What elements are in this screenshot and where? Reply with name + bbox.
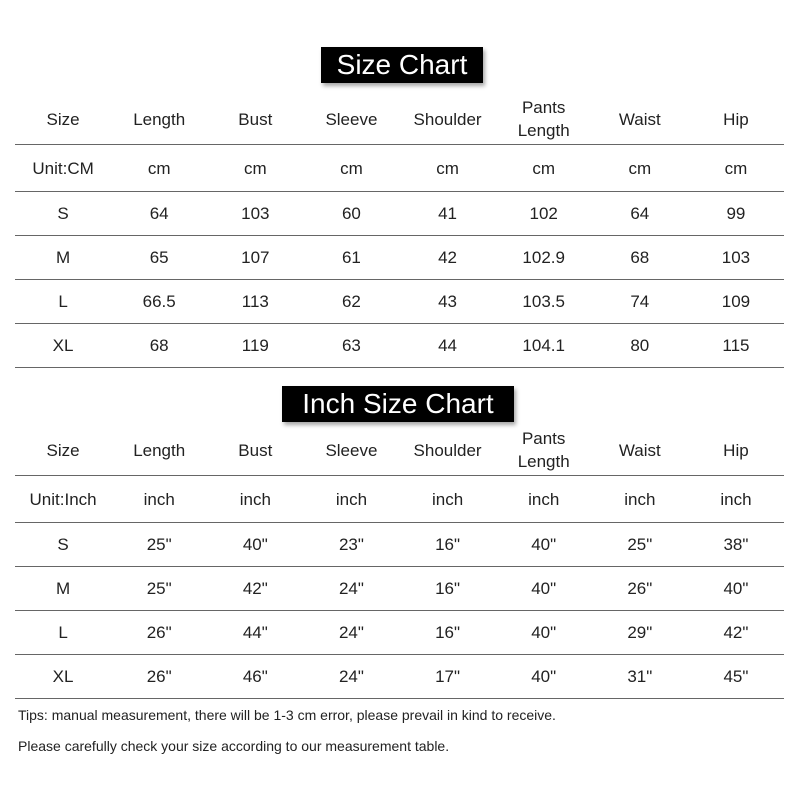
- table-cell: cm: [147, 158, 171, 178]
- table-cell: 16": [435, 535, 461, 554]
- table-cell: Unit:Inch: [29, 489, 97, 509]
- table-cell: Waist: [618, 109, 661, 129]
- table-row: [15, 236, 784, 280]
- table-cell: 24": [338, 579, 364, 598]
- table-cell: 62: [341, 292, 361, 311]
- table-cell: Waist: [618, 440, 661, 460]
- table-cell: 25": [146, 579, 172, 598]
- table-cell: 119: [241, 336, 269, 355]
- table-cell: 42": [723, 623, 749, 642]
- table-cell: 26": [146, 623, 172, 642]
- table-cell: 107: [241, 248, 270, 267]
- table-cell: 74: [630, 292, 650, 311]
- table-cell: 24": [338, 667, 364, 686]
- table-cell: Unit:CM: [32, 158, 94, 178]
- table-cell: 109: [721, 292, 751, 311]
- table-cell: 61: [341, 248, 361, 267]
- table-cell: inch: [624, 489, 656, 509]
- table-header-row: [15, 94, 784, 145]
- table-cell: 64: [149, 204, 169, 223]
- size-chart-inch-table: [15, 425, 784, 699]
- table-cell: 63: [341, 336, 361, 355]
- table-cell: Bust: [238, 440, 273, 460]
- table-cell: S: [57, 535, 69, 554]
- table-row: [15, 280, 784, 324]
- table-cell: 31": [627, 667, 653, 686]
- table-cell: 103.5: [522, 292, 565, 311]
- table-cell: Hip: [723, 440, 749, 460]
- table-cell: 64: [630, 204, 650, 223]
- table-cell: 40": [531, 535, 557, 554]
- table-cell: Bust: [238, 109, 273, 129]
- table-cell: 40": [531, 579, 557, 598]
- table-cell: Hip: [723, 109, 749, 129]
- table-cell: 16": [435, 579, 461, 598]
- table-cell: 25": [627, 535, 653, 554]
- table-cell: cm: [724, 158, 748, 178]
- table-cell: Sleeve: [325, 440, 378, 460]
- table-row: [15, 611, 784, 655]
- table-cell: 104.1: [522, 336, 565, 355]
- table-cell: 29": [627, 623, 653, 642]
- table-cell: cm: [340, 158, 363, 178]
- table-cell: 24": [338, 623, 364, 642]
- tip-check-size: Please carefully check your size according to our measurement table.: [18, 738, 450, 754]
- table-cell: Length: [133, 440, 186, 460]
- table-cell: 66.5: [142, 292, 176, 311]
- table-cell: 40": [531, 667, 557, 686]
- table-cell: 23": [338, 535, 364, 554]
- table-cell: 38": [723, 535, 749, 554]
- table-row: [15, 655, 784, 699]
- table-cell: Pants Length: [517, 98, 570, 140]
- table-cell: 40": [723, 579, 749, 598]
- table-cell: 60: [341, 204, 361, 223]
- table-cell: 103: [721, 248, 751, 267]
- table-cell: 16": [435, 623, 461, 642]
- table-cell: cm: [628, 158, 652, 178]
- table-cell: 26": [146, 667, 172, 686]
- table-cell: Length: [133, 109, 186, 129]
- table-row: [15, 324, 784, 368]
- table-cell: 42": [242, 579, 268, 598]
- table-cell: cm: [436, 158, 459, 178]
- table-cell: inch: [528, 489, 560, 509]
- table-cell: 115: [722, 336, 750, 355]
- table-cell: 26": [627, 579, 653, 598]
- table-cell: Sleeve: [325, 109, 378, 129]
- table-cell: 80: [630, 336, 650, 355]
- table-cell: 25": [146, 535, 172, 554]
- table-cell: 65: [149, 248, 169, 267]
- table-row: [15, 567, 784, 611]
- table-cell: 40": [531, 623, 557, 642]
- table-cell: Size: [46, 109, 80, 129]
- table-cell: inch: [239, 489, 271, 509]
- table-cell: Shoulder: [413, 109, 482, 129]
- table-row: [15, 192, 784, 236]
- size-chart-cm-table: [15, 94, 784, 368]
- table-cell: inch: [720, 489, 752, 509]
- table-cell: 99: [726, 204, 746, 223]
- table-cell: 46": [242, 667, 268, 686]
- table-cell: Pants Length: [517, 429, 570, 471]
- table-cell: 103: [241, 204, 270, 223]
- table-cell: 68: [149, 336, 169, 355]
- table-cell: 102: [529, 204, 558, 223]
- table-cell: M: [55, 579, 71, 598]
- table-cell: 102.9: [522, 248, 565, 267]
- table-cell: L: [58, 292, 68, 311]
- table-cell: cm: [243, 158, 267, 178]
- size-chart-title: Size Chart: [321, 47, 483, 83]
- table-cell: 41: [438, 204, 458, 223]
- table-cell: L: [58, 623, 68, 642]
- table-cell: 113: [241, 292, 269, 311]
- table-cell: cm: [532, 158, 556, 178]
- table-cell: XL: [52, 336, 74, 355]
- table-unit-row: [15, 476, 784, 523]
- table-cell: inch: [335, 489, 368, 509]
- table-cell: Size: [46, 440, 80, 460]
- table-unit-row: [15, 145, 784, 192]
- table-cell: S: [57, 204, 69, 223]
- table-cell: 40": [242, 535, 268, 554]
- table-header-row: [15, 425, 784, 476]
- table-cell: 45": [723, 667, 749, 686]
- table-row: [15, 523, 784, 567]
- inch-size-chart-title: Inch Size Chart: [282, 386, 514, 422]
- table-cell: inch: [431, 489, 464, 509]
- table-cell: 17": [435, 667, 461, 686]
- table-cell: Shoulder: [413, 440, 482, 460]
- table-cell: 44: [438, 336, 458, 355]
- table-cell: 43: [438, 292, 458, 311]
- table-cell: M: [55, 248, 71, 267]
- table-cell: 68: [630, 248, 650, 267]
- table-cell: inch: [143, 489, 175, 509]
- table-cell: 42: [438, 248, 458, 267]
- table-cell: XL: [52, 667, 74, 686]
- tip-measurement-error: Tips: manual measurement, there will be 1-3 cm error, please prevail in kind to receive.: [18, 707, 556, 723]
- table-cell: 44": [242, 623, 268, 642]
